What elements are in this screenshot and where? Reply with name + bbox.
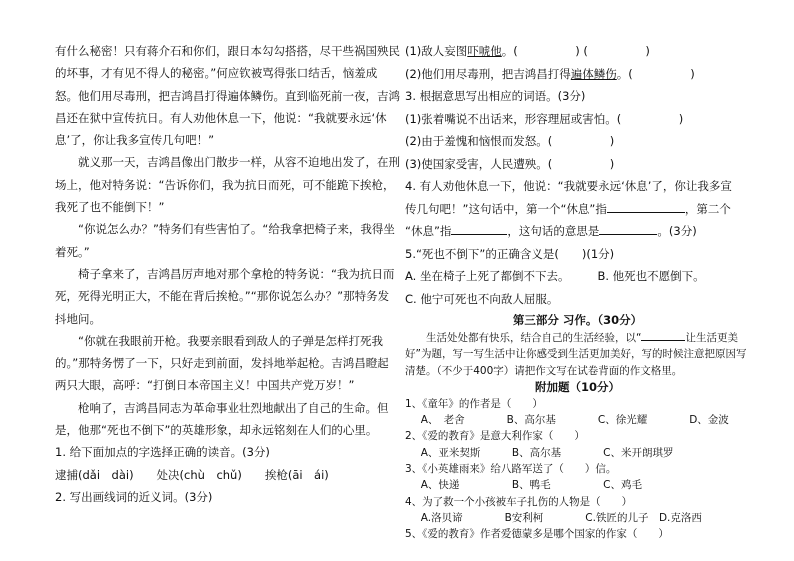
question-1-title: 1. 给下面加点的字选择正确的读音。(3分) (55, 445, 270, 460)
q2b-underlined-word: 遍体鳞伤 (570, 66, 617, 81)
section-3-line-3: 清楚。（不少于400字）请把作文写在试卷背面的作文格里。 (405, 364, 683, 377)
q5-option-b: B. 他死也不愿倒下。 (597, 269, 705, 283)
q4-line2-text-a: 传几句吧！”这句话中，第一个“休息”指 (405, 201, 607, 216)
extra-heading: 附加题（10分） (534, 379, 620, 394)
question-4-line-3 (405, 220, 750, 243)
section-3-line-1 (405, 329, 750, 346)
extra-options: A.洛贝谛 B安利柯 C.铁匠的儿子 D.克洛西 (420, 511, 702, 524)
passage-paragraph-1: 有什么秘密！只有蒋介石和你们，跟日本勾勾搭搭，尽干些祸国殃民的坏事，才有见不得人的秘密。”何应钦被骂得张口结舌，恼羞成怒。他们用尽毒刑，把吉鸿昌打得遍体鳞伤。直到临死前一夜，吉鸿昌还在狱中宣传抗日。有人劝他休息一下，他说：“我就要永远‘休息’了，你让我多宣传几句吧！” (55, 44, 400, 148)
answer-blank[interactable] (451, 221, 507, 235)
section-3-heading: 第三部分 习作。（30分） (512, 313, 643, 327)
q4-line3-text-a: “休息”指 (405, 224, 452, 238)
q4-line3-text-c: 。(3分) (657, 224, 697, 238)
passage-paragraph-5: “你就在我眼前开枪。我要亲眼看到敌人的子弹是怎样打死我的。”那特务愣了一下，只好走到前面，发抖地举起枪。吉鸿昌瞪起两只大眼，高呼：“打倒日本帝国主义！中国共产党万岁！” (55, 333, 389, 393)
extra-options: A、快递 B、鸭毛 C、鸡毛 (420, 479, 642, 492)
question-4-line-2 (405, 198, 750, 221)
answer-blank[interactable] (599, 221, 657, 235)
section-3 (405, 312, 750, 379)
question-2-item-1 (405, 40, 750, 63)
question-1-options: 逮捕(dǎi dài) 处决(chù chǔ) 挨枪(āi ái) (55, 467, 329, 482)
extra-question: 5、《爱的教育》作者爱德蒙多是哪个国家的作家（ ） (405, 528, 669, 541)
question-3-item-1: (1)张着嘴说不出话来，形容理屈或害怕。( ) (405, 111, 684, 126)
question-2-item-2 (405, 63, 750, 86)
extra-section (405, 379, 750, 543)
right-column (405, 40, 750, 543)
q4-line3-text-b: ，这句话的意思是 (507, 224, 600, 238)
question-2-title: 2. 写出画线词的近义词。(3分) (55, 490, 213, 505)
extra-options: A、 老舍 B、高尔基 C、徐光耀 D、金波 (420, 414, 729, 427)
q2a-prefix: (1)敌人妄图 (405, 44, 468, 58)
question-3-item-2: (2)由于羞愧和恼恨而发怒。( ) (405, 134, 615, 148)
question-4-line-1: 4. 有人劝他休息一下，他说：“我就要永远‘休息’了，你让我多宣 (405, 179, 732, 193)
q2b-prefix: (2)他们用尽毒刑，把吉鸿昌打得 (405, 66, 571, 81)
q2a-suffix: 。( ) ( ) (501, 44, 650, 58)
question-5-title: 5.“死也不倒下”的正确含义是( )(1分) (405, 246, 615, 261)
q5-option-a: A. 坐在椅子上死了都倒不下去。 (405, 269, 570, 283)
q2a-underlined-word: 吓唬他 (467, 44, 502, 58)
extra-options: A、亚米契斯 B、高尔基 C、米开朗琪罗 (420, 446, 674, 459)
extra-question: 2、《爱的教育》是意大利作家（ ） (405, 430, 585, 443)
s3-line1-text-b: 让生活更美 (685, 332, 738, 344)
q2b-suffix: 。( ) (616, 66, 695, 81)
question-3-title: 3. 根据意思写出相应的词语。(3分) (405, 89, 586, 103)
s3-line1-text-a: 生活处处都有快乐，结合自己的生活经验，以“ (426, 332, 642, 344)
title-blank[interactable] (641, 329, 685, 341)
passage-paragraph-4: 椅子拿来了，吉鸿昌厉声地对那个拿枪的特务说：“我为抗日而死，死得光明正大，不能在背后挨枪。”“那你说怎么办？”那特务发抖地问。 (55, 266, 395, 326)
left-column (55, 40, 400, 509)
question-5-option-c: C. 他宁可死也不向敌人屈服。 (405, 291, 559, 306)
question-3-item-3: (3)使国家受害，人民遭殃。( ) (405, 156, 615, 171)
answer-blank[interactable] (607, 199, 685, 213)
q4-line2-text-b: ，第二个 (684, 201, 731, 216)
extra-question: 4、为了救一个小孩被车子扎伤的人物是（ ） (405, 495, 633, 508)
passage-paragraph-2: 就义那一天，吉鸿昌像出门散步一样，从容不迫地出发了，在刑场上，他对特务说：“告诉你们，我为抗日而死，可不能跪下挨枪，我死了也不能倒下！” (55, 155, 400, 215)
extra-question: 3、《小英雄雨来》给八路军送了（ ）信。 (405, 463, 617, 476)
extra-question: 1、《童年》的作者是（ ） (405, 397, 543, 410)
passage-paragraph-3: “你说怎么办？”特务们有些害怕了。“给我拿把椅子来，我得坐着死。” (55, 222, 395, 259)
section-3-line-2: 好”为题，写一写生活中让你感受到生活更加美好，写的时候注意把原因写 (405, 348, 747, 361)
passage-paragraph-6: 枪响了，吉鸿昌同志为革命事业壮烈地献出了自己的生命。但是，他那“死也不倒下”的英雄形象，却永远铭刻在人们的心里。 (55, 400, 389, 438)
question-5-options-ab (405, 265, 750, 288)
